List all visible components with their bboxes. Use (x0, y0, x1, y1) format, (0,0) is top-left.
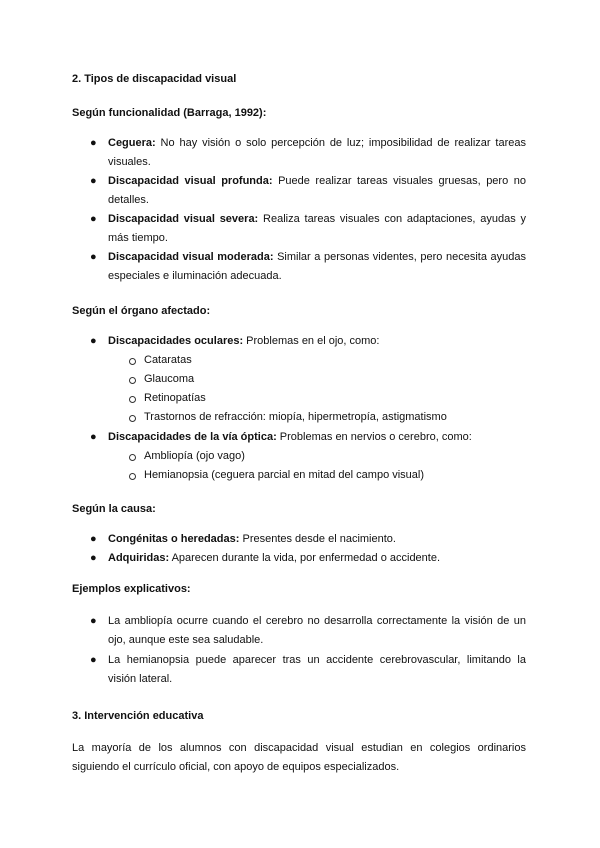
bullet-icon: ● (90, 335, 97, 347)
circle-bullet-icon (129, 377, 136, 384)
organ-subheading: Según el órgano afectado: (72, 305, 211, 317)
list-item: Ceguera: No hay visión o solo percepción de luz; imposibilidad de realizar tareas visuales. (108, 137, 526, 168)
list-item: La ambliopía ocurre cuando el cerebro no desarrolla correctamente la visión de un ojo, aunque este sea saludable. (108, 615, 526, 646)
circle-bullet-icon (129, 415, 136, 422)
circle-bullet-icon (129, 358, 136, 365)
bullet-icon: ● (90, 251, 97, 263)
section-2-heading: 2. Tipos de discapacidad visual (72, 73, 237, 85)
section-3-heading: 3. Intervención educativa (72, 710, 204, 722)
circle-bullet-icon (129, 454, 136, 461)
list-item: La hemianopsia puede aparecer tras un accidente cerebrovascular, limitando la visión lateral. (108, 654, 526, 685)
bullet-icon: ● (90, 431, 97, 443)
list-item: Discapacidad visual profunda: Puede realizar tareas visuales gruesas, pero no detalles. (108, 175, 526, 206)
sub-list-item: Trastornos de refracción: miopía, hipermetropía, astigmatismo (144, 411, 447, 423)
sub-list-item: Ambliopía (ojo vago) (144, 450, 245, 462)
circle-bullet-icon (129, 473, 136, 480)
list-item: Discapacidad visual moderada: Similar a personas videntes, pero necesita ayudas especiales e iluminación adecuada. (108, 251, 527, 282)
bullet-icon: ● (90, 175, 97, 187)
bullet-icon: ● (90, 137, 97, 149)
list-item: Discapacidades de la vía óptica: Problemas en nervios o cerebro, como: (108, 431, 472, 443)
section-3-paragraph: La mayoría de los alumnos con discapacidad visual estudian en colegios ordinarios siguiendo el currículo oficial, con apoyo de equipos especializados. (72, 742, 526, 773)
list-item: Discapacidad visual severa: Realiza tareas visuales con adaptaciones, ayudas y más tiempo. (108, 213, 526, 244)
bullet-icon: ● (90, 654, 97, 666)
bullet-icon: ● (90, 213, 97, 225)
circle-bullet-icon (129, 396, 136, 403)
examples-subheading: Ejemplos explicativos: (72, 583, 191, 595)
cause-subheading: Según la causa: (72, 503, 156, 515)
sub-list-item: Hemianopsia (ceguera parcial en mitad del campo visual) (144, 469, 425, 481)
sub-list-item: Glaucoma (144, 373, 195, 385)
list-item: Congénitas o heredadas: Presentes desde el nacimiento. (108, 533, 396, 545)
functionality-subheading: Según funcionalidad (Barraga, 1992): (72, 107, 267, 119)
list-item: Adquiridas: Aparecen durante la vida, por enfermedad o accidente. (108, 552, 441, 564)
sub-list-item: Retinopatías (144, 392, 206, 404)
sub-list-item: Cataratas (144, 354, 192, 366)
bullet-icon: ● (90, 533, 97, 545)
bullet-icon: ● (90, 552, 97, 564)
bullet-icon: ● (90, 615, 97, 627)
list-item: Discapacidades oculares: Problemas en el ojo, como: (108, 335, 380, 347)
